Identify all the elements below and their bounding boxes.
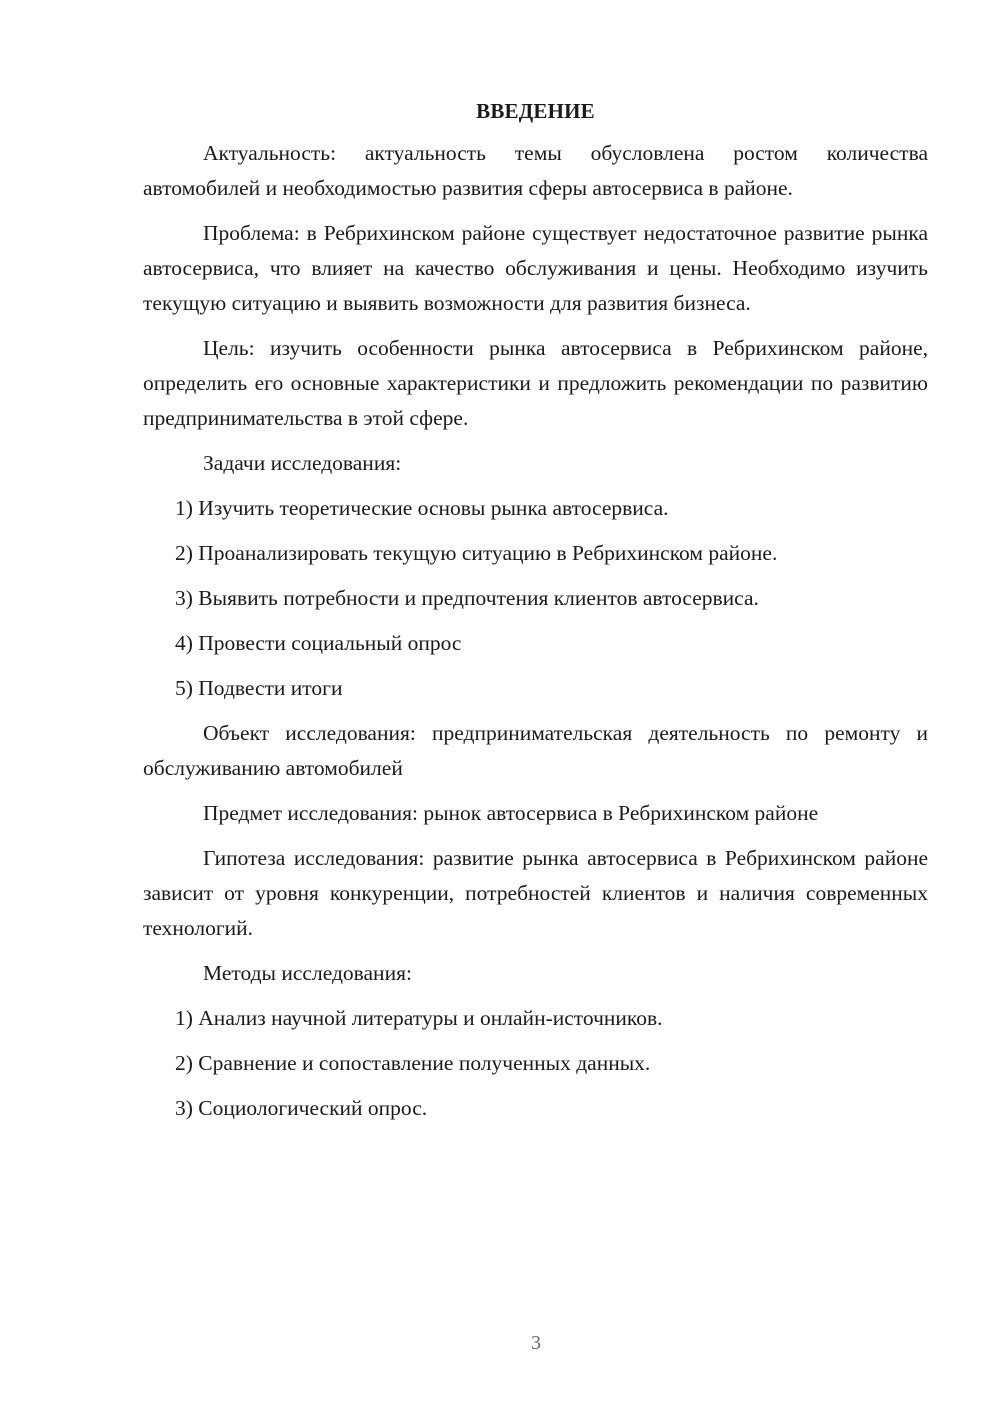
- object-paragraph: Объект исследования: предпринимательская деятельность по ремонту и обслуживанию автомобилей: [143, 721, 928, 780]
- list-item: 4) Провести социальный опрос: [175, 631, 462, 655]
- tasks-list: [143, 491, 928, 706]
- subject-paragraph: Предмет исследования: рынок автосервиса в Ребрихинском районе: [203, 801, 819, 825]
- list-item: 5) Подвести итоги: [175, 676, 343, 700]
- methods-list: [143, 1001, 928, 1126]
- list-item: 2) Сравнение и сопоставление полученных данных.: [175, 1051, 651, 1075]
- list-item: 1) Анализ научной литературы и онлайн-источников.: [175, 1006, 663, 1030]
- list-item: 3) Социологический опрос.: [175, 1096, 428, 1120]
- list-item: 3) Выявить потребности и предпочтения клиентов автосервиса.: [175, 586, 759, 610]
- problem-paragraph: Проблема: в Ребрихинском районе существует недостаточное развитие рынка автосервиса, что влияет на качество обслуживания и цены. Необходимо изучить текущую ситуацию и выявить возможности для развития бизнеса.: [143, 221, 928, 315]
- relevance-paragraph: Актуальность: актуальность темы обусловлена ростом количества автомобилей и необходимостью развития сферы автосервиса в районе.: [143, 141, 928, 200]
- goal-paragraph: Цель: изучить особенности рынка автосервиса в Ребрихинском районе, определить его основные характеристики и предложить рекомендации по развитию предпринимательства в этой сфере.: [143, 336, 928, 430]
- page-number: 3: [531, 1332, 541, 1354]
- list-item: 2) Проанализировать текущую ситуацию в Ребрихинском районе.: [175, 541, 778, 565]
- list-item: 1) Изучить теоретические основы рынка автосервиса.: [175, 496, 669, 520]
- section-heading: ВВЕДЕНИЕ: [476, 99, 595, 123]
- tasks-title: Задачи исследования:: [203, 451, 402, 475]
- methods-title: Методы исследования:: [203, 961, 412, 985]
- hypothesis-paragraph: Гипотеза исследования: развитие рынка автосервиса в Ребрихинском районе зависит от уровня конкуренции, потребностей клиентов и наличия современных технологий.: [143, 846, 928, 940]
